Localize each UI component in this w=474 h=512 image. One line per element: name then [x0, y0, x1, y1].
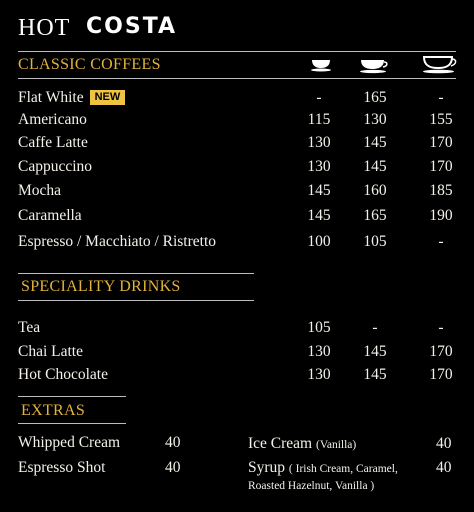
- item-name: Caramella: [18, 207, 82, 224]
- price-small: 130: [307, 134, 331, 151]
- menu-item-row: [18, 134, 458, 156]
- price-medium: 145: [363, 134, 387, 151]
- medium-cup-icon: [358, 58, 390, 74]
- item-note: Roasted Hazelnut, Vanilla ): [248, 480, 375, 492]
- price-large: 170: [429, 134, 453, 151]
- price-large: 170: [429, 343, 453, 360]
- menu-item-row: [18, 182, 458, 204]
- menu-item-row: [18, 207, 458, 229]
- menu-item-row: [18, 89, 458, 111]
- menu-item-row: [18, 111, 458, 133]
- price-small: 130: [307, 343, 331, 360]
- extra-item-name: [248, 459, 398, 477]
- item-note: (Vanilla): [316, 439, 357, 451]
- large-cup-icon: [421, 55, 459, 74]
- price-large: 170: [429, 366, 453, 383]
- price-large: -: [438, 89, 444, 106]
- price-small: 145: [307, 182, 331, 199]
- price-small: 115: [307, 111, 331, 128]
- price-small: 100: [307, 233, 331, 250]
- item-name: Tea: [18, 319, 41, 336]
- divider: [18, 300, 254, 301]
- item-name: Hot Chocolate: [18, 366, 108, 383]
- item-name: Syrup: [248, 459, 286, 476]
- menu-item-row: [18, 233, 458, 255]
- price-small: 130: [307, 366, 331, 383]
- extra-item-price: 40: [436, 435, 452, 452]
- menu-item-row: [18, 158, 458, 180]
- item-name: Mocha: [18, 182, 62, 199]
- price-small: 130: [307, 158, 331, 175]
- divider: [18, 51, 456, 52]
- menu-item-row: [18, 343, 458, 365]
- price-large: -: [438, 319, 444, 336]
- section-heading-extras: EXTRAS: [21, 402, 86, 419]
- price-medium: 105: [363, 233, 387, 250]
- section-heading-speciality: SPECIALITY DRINKS: [21, 278, 181, 295]
- item-name: Americano: [18, 111, 87, 128]
- extra-item-price: 40: [436, 459, 452, 476]
- item-note: ( Irish Cream, Caramel,: [288, 463, 398, 475]
- menu-item-row: [18, 319, 458, 341]
- divider: [18, 78, 456, 79]
- price-small: 105: [307, 319, 331, 336]
- extra-item-name: [248, 435, 356, 453]
- item-name: Chai Latte: [18, 343, 83, 360]
- extra-item-price: 40: [165, 434, 181, 451]
- price-medium: 165: [363, 89, 387, 106]
- brand-logo-text: COSTA: [86, 14, 178, 39]
- price-medium: 145: [363, 343, 387, 360]
- divider: [18, 396, 126, 397]
- menu-item-row: [18, 366, 458, 388]
- item-name: Cappuccino: [18, 158, 93, 175]
- divider: [18, 423, 126, 424]
- item-name: Flat White: [18, 89, 84, 106]
- price-large: 170: [429, 158, 453, 175]
- divider: [18, 273, 254, 274]
- price-small: -: [316, 89, 322, 106]
- extra-item-name: Whipped Cream: [18, 434, 121, 451]
- price-large: 155: [429, 111, 453, 128]
- price-medium: 165: [363, 207, 387, 224]
- price-large: 185: [429, 182, 453, 199]
- price-large: 190: [429, 207, 453, 224]
- price-large: -: [438, 233, 444, 250]
- item-name: Espresso / Macchiato / Ristretto: [18, 233, 217, 250]
- item-name: Ice Cream: [248, 435, 313, 452]
- extra-item-price: 40: [165, 459, 181, 476]
- small-cup-icon: [309, 58, 333, 72]
- price-medium: 130: [363, 111, 387, 128]
- extra-item-name: Espresso Shot: [18, 459, 106, 476]
- price-medium: 145: [363, 366, 387, 383]
- item-name: Caffe Latte: [18, 134, 88, 151]
- price-small: 145: [307, 207, 331, 224]
- new-badge: NEW: [90, 90, 126, 105]
- price-medium: 160: [363, 182, 387, 199]
- section-heading-classic: CLASSIC COFFEES: [18, 56, 161, 73]
- price-medium: -: [372, 319, 378, 336]
- price-medium: 145: [363, 158, 387, 175]
- menu-title-hot: HOT: [18, 15, 71, 41]
